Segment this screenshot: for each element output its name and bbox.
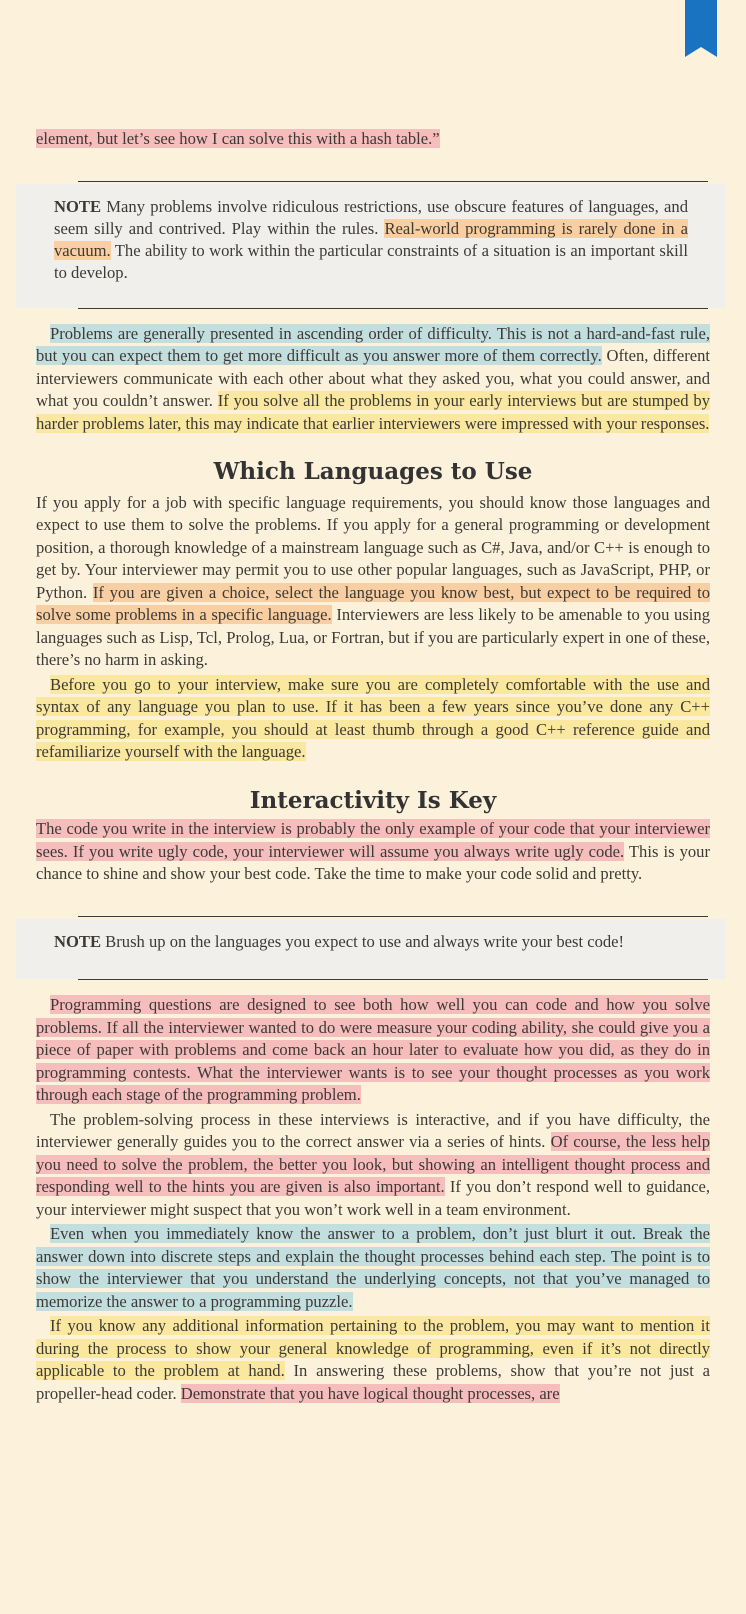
highlight-orange: If you are given a choice, select the language you know best, but expect to be required to solve some problems in a specific language.	[36, 582, 710, 624]
note-label: NOTE	[54, 196, 102, 216]
highlight-pink: The code you write in the interview is probably the only example of your code that your interviewer sees. If you write ugly code, your interviewer will assume you always write ugly code.	[36, 819, 710, 861]
paragraph-designed	[36, 994, 710, 1107]
paragraph-process	[36, 1109, 710, 1222]
highlight-yellow: Before you go to your interview, make sure you are completely comfortable with the use and syntax of any language you plan to use. If it has been a few years since you’ve done any C++ programming, for example, you should at least thumb through a good C++ reference guide and refamiliarize yourself with the language.	[36, 674, 710, 761]
note-paragraph	[54, 196, 688, 284]
highlight-pink: Demonstrate that you have logical thought processes, are	[180, 1383, 560, 1403]
divider	[78, 308, 708, 309]
divider	[78, 916, 708, 917]
highlight-yellow: If you solve all the problems in your early interviews but are stumped by harder problems later, this may indicate that earlier interviewers were impressed with your responses.	[36, 391, 710, 433]
highlight-pink: element, but let’s see how I can solve this with a hash table.”	[36, 129, 440, 148]
paragraph-text: If you don’t respond well to guidance, your interviewer might suspect that you won’t work well in a team environment.	[36, 1177, 710, 1219]
note-paragraph	[54, 931, 688, 954]
note-box	[16, 919, 726, 980]
section-heading-languages: Which Languages to Use	[213, 458, 533, 485]
highlight-pink: Programming questions are designed to see both how well you can code and how you solve problems. If all the interviewer wanted to do were measure your coding ability, she could give you a piece of paper with problems and come back an hour later to evaluate how you did, as they do in programming contests. What the interviewer wants is to see your thought processes as you work through each stage of the programming problem.	[36, 995, 710, 1104]
paragraph-code	[36, 818, 710, 886]
highlight-orange: Real-world programming is rarely done in a vacuum.	[54, 218, 688, 260]
top-fragment	[36, 128, 710, 151]
paragraph-text: Often, different interviewers communicate with each other about what they asked you, what you could answer, and what you couldn’t answer.	[36, 346, 710, 410]
paragraph-blurt	[36, 1223, 710, 1313]
paragraph-text: The problem-solving process in these interviews is interactive, and if you have difficulty, the interviewer generally guides you to the correct answer via a series of hints.	[36, 1109, 710, 1151]
note-label: NOTE	[54, 931, 102, 951]
note-text: Many problems involve ridiculous restrictions, use obscure features of languages, and seem silly and contrived. Play within the rules.	[54, 196, 688, 238]
paragraph-before-interview	[36, 674, 710, 764]
paragraph-difficulty	[36, 323, 710, 436]
page-content	[36, 128, 710, 1405]
bookmark-icon[interactable]	[685, 0, 717, 56]
note-text: The ability to work within the particular constraints of a situation is an important skill to develop.	[54, 240, 688, 282]
section-heading-interactivity: Interactivity Is Key	[249, 786, 497, 814]
paragraph-text: In answering these problems, show that you’re not just a propeller-head coder.	[36, 1361, 710, 1403]
divider	[78, 181, 708, 182]
highlight-yellow: If you know any additional information pertaining to the problem, you may want to mention it during the process to show your general knowledge of programming, even if it’s not directly applicable to the problem at hand.	[36, 1316, 710, 1380]
paragraph-additional	[36, 1315, 710, 1405]
highlight-pink: Of course, the less help you need to solve the problem, the better you look, but showing an intelligent thought process and responding well to the hints you are given is also important.	[36, 1132, 710, 1196]
paragraph-text: This is your chance to shine and show your best code. Take the time to make your code solid and pretty.	[36, 841, 710, 883]
paragraph-text: Interviewers are less likely to be amenable to you using languages such as Lisp, Tcl, Prolog, Lua, or Fortran, but if you are particularly expert in one of these, there’s no harm in asking.	[36, 605, 710, 669]
paragraph-text: If you apply for a job with specific language requirements, you should know those languages and expect to use them to solve the problems. If you apply for a general programming or development position, a thorough knowledge of a mainstream language such as C#, Java, and/or C++ is enough to get by. Your interviewer may permit you to use other popular languages, such as JavaScript, PHP, or Python.	[36, 492, 710, 602]
highlight-blue: Problems are generally presented in ascending order of difficulty. This is not a hard-and-fast rule, but you can expect them to get more difficult as you answer more of them correctly.	[36, 323, 710, 365]
paragraph-languages	[36, 492, 710, 672]
note-box	[16, 184, 726, 308]
divider	[78, 979, 708, 980]
note-text: Brush up on the languages you expect to use and always write your best code!	[101, 931, 625, 951]
highlight-blue: Even when you immediately know the answer to a problem, don’t just blurt it out. Break the answer down into discrete steps and explain the thought processes behind each step. The point is to show the interviewer that you understand the underlying concepts, not that you’ve managed to memorize the answer to a programming puzzle.	[36, 1224, 710, 1311]
